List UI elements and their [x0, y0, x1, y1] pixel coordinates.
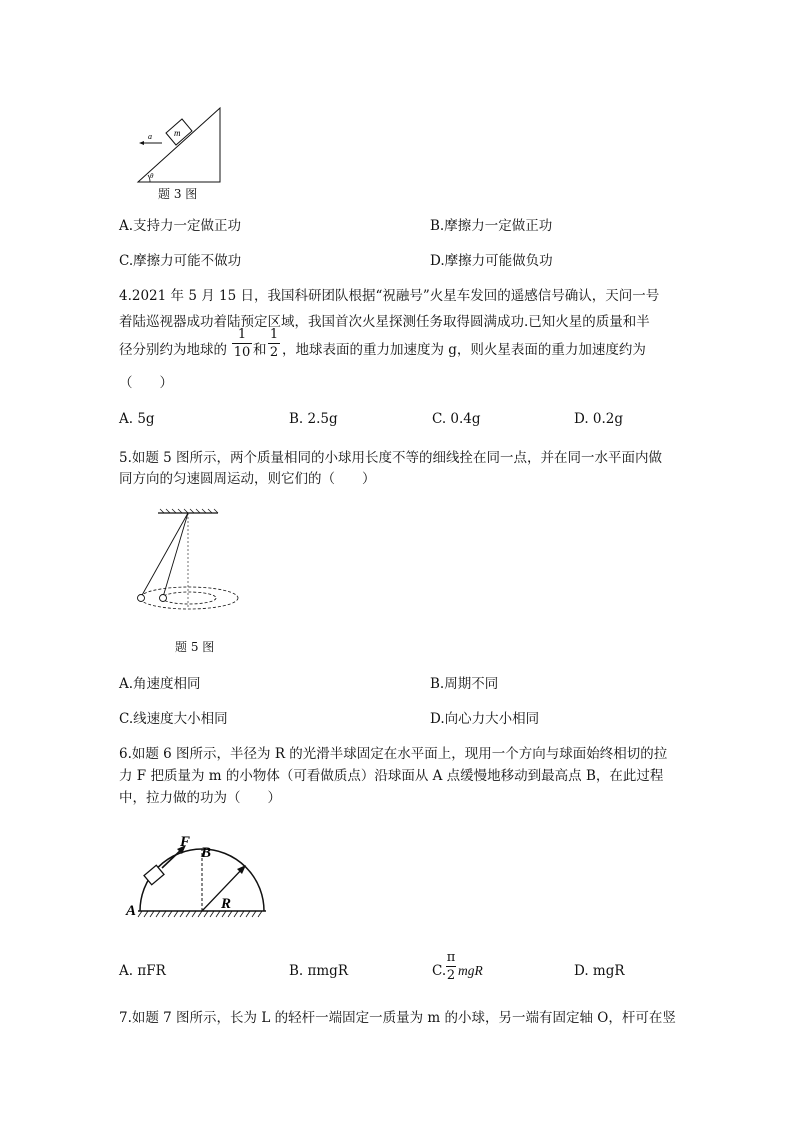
q4-option-a: A. 5g — [119, 411, 155, 427]
q6-option-a: A. πFR — [119, 963, 166, 979]
ball-inner — [160, 595, 167, 602]
fraction-numerator: π — [446, 950, 456, 965]
q5-option-c: C.线速度大小相同 — [119, 711, 228, 727]
q5-option-a: A.角速度相同 — [119, 676, 201, 692]
force-arrow — [162, 849, 182, 868]
q5-option-d: D.向心力大小相同 — [430, 711, 540, 727]
q5-option-b: B.周期不同 — [430, 676, 499, 692]
q5-figure-caption: 题 5 图 — [175, 640, 215, 654]
q4-line-3-post: ，地球表面的重力加速度为 g，则火星表面的重力加速度约为 — [282, 342, 646, 358]
q4-answer-paren: （ ） — [119, 375, 173, 391]
arrow-head-left-icon — [139, 141, 144, 145]
q6-option-d: D. mgR — [574, 963, 625, 979]
angle-label: θ — [150, 172, 154, 180]
q3-option-d: D.摩擦力可能做负功 — [430, 253, 553, 269]
acceleration-label: a — [148, 132, 152, 141]
string-short — [163, 513, 188, 597]
q5-line-1: 5.如题 5 图所示，两个质量相同的小球用长度不等的细线拴在同一点，并在同一水平面内做 — [119, 450, 663, 466]
q4-line-3-pre: 径分别约为地球的 — [119, 342, 227, 358]
q3-figure — [128, 100, 228, 186]
q7-line-1: 7.如题 7 图所示，长为 L 的轻杆一端固定一质量为 m 的小球，另一端有固定轴 O，杆可在竖 — [119, 1010, 676, 1026]
q5-figure — [128, 508, 248, 620]
block-label: m — [174, 128, 181, 138]
fraction-bar — [232, 343, 252, 344]
ball-outer — [138, 595, 145, 602]
ground-hatch — [138, 911, 262, 917]
q3-option-b: B.摩擦力一定做正功 — [430, 218, 553, 234]
start-point-label: A — [126, 903, 137, 919]
q6-figure — [118, 828, 278, 924]
q3-option-a: A.支持力一定做正功 — [119, 218, 242, 234]
q6-option-c-pre: C. — [432, 963, 447, 979]
q4-fraction-1 — [232, 327, 252, 360]
q4-line-2: 着陆巡视器成功着陆预定区域，我国首次火星探测任务取得圆满成功.已知火星的质量和半 — [119, 314, 650, 330]
fraction-numerator: 1 — [237, 327, 247, 342]
fraction-denominator: 10 — [233, 345, 251, 360]
fraction-bar — [268, 343, 280, 344]
string-long — [141, 513, 188, 597]
orbit-large — [140, 587, 238, 609]
q3-option-c: C.摩擦力可能不做功 — [119, 253, 242, 269]
q4-fraction-2 — [268, 327, 280, 360]
q6-line-2: 力 F 把质量为 m 的小物体（可看做质点）沿球面从 A 点缓慢地移动到最高点 B，在此过程 — [119, 768, 664, 784]
q3-figure-caption: 题 3 图 — [158, 187, 198, 201]
q6-line-3: 中，拉力做的功为（ ） — [119, 790, 281, 806]
q4-option-b: B. 2.5g — [289, 411, 338, 427]
fraction-denominator: 2 — [269, 345, 279, 360]
q6-option-b: B. πmgR — [289, 963, 348, 979]
q4-line-1: 4.2021 年 5 月 15 日，我国科研团队根据“祝融号”火星车发回的遥感信号确认，天问一号 — [119, 288, 660, 304]
q4-option-c: C. 0.4g — [432, 411, 481, 427]
radius-label: R — [221, 896, 232, 912]
incline-wedge — [138, 108, 220, 182]
q4-option-d: D. 0.2g — [574, 411, 624, 427]
q6-option-c-post: mgR — [458, 963, 483, 978]
orbit-small — [162, 592, 216, 604]
top-point-label: B — [201, 845, 212, 861]
force-label: F — [180, 834, 191, 850]
q6-line-1: 6.如题 6 图所示，半径为 R 的光滑半球固定在水平面上，现用一个方向与球面始终相切的拉 — [119, 746, 668, 762]
q6-option-c-fraction — [446, 950, 456, 983]
fraction-numerator: 1 — [269, 327, 279, 342]
q4-line-3-and: 和 — [253, 342, 267, 358]
q5-line-2: 同方向的匀速圆周运动，则它们的（ ） — [119, 471, 376, 487]
fraction-denominator: 2 — [446, 968, 456, 983]
fraction-bar — [446, 966, 456, 967]
